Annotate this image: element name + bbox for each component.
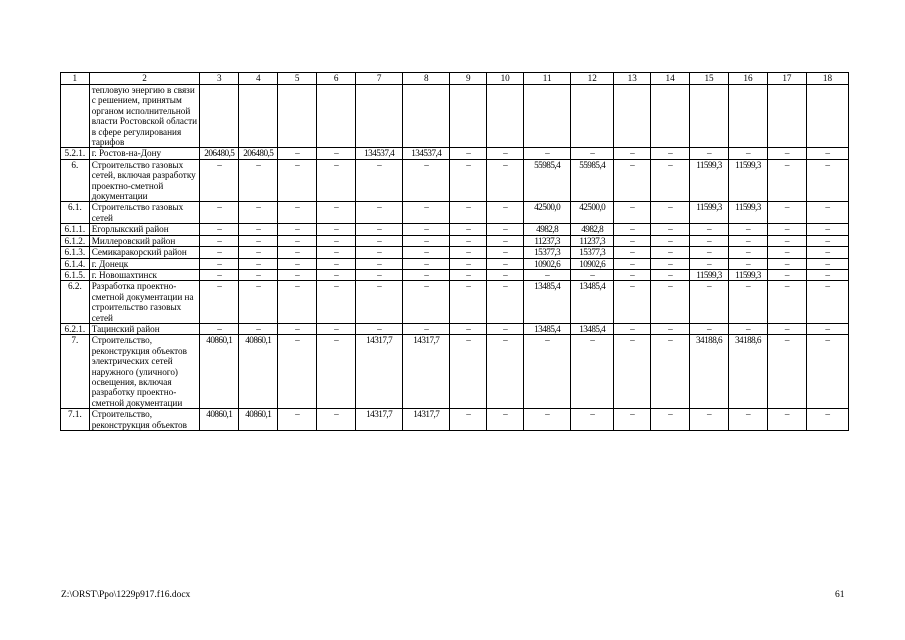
value-cell: 11237,3 [524,235,571,246]
value-cell [200,85,239,148]
value-cell [317,85,356,148]
table-row [61,148,849,159]
value-cell: – [278,323,317,334]
column-header: 7 [356,73,403,85]
value-cell: – [487,235,524,246]
column-header: 18 [806,73,848,85]
row-number: 6.1.2. [61,235,90,246]
value-cell: 55985,4 [524,159,571,202]
value-cell: – [524,148,571,159]
value-cell [729,85,768,148]
value-cell: 40860,1 [200,335,239,409]
value-cell: – [651,335,690,409]
value-cell: – [356,159,403,202]
value-cell: – [403,247,450,258]
value-cell: – [356,224,403,235]
value-cell: – [806,202,848,224]
value-cell: 11599,3 [690,269,729,280]
value-cell: – [651,409,690,431]
row-name: Строительство газовых сетей, включая разработку проектно-сметной документации [89,159,200,202]
table-row [61,323,849,334]
value-cell: 134537,4 [356,148,403,159]
value-cell: – [614,159,651,202]
value-cell: – [403,159,450,202]
value-cell: – [614,281,651,324]
value-cell: – [450,224,487,235]
value-cell: – [356,281,403,324]
column-header: 1 [61,73,90,85]
value-cell: – [403,281,450,324]
value-cell: – [571,269,614,280]
value-cell: – [239,235,278,246]
value-cell: – [729,323,768,334]
value-cell: – [806,258,848,269]
row-number: 7. [61,335,90,409]
value-cell: – [278,247,317,258]
value-cell: 15377,3 [571,247,614,258]
value-cell: – [571,409,614,431]
value-cell: 42500,0 [524,202,571,224]
value-cell: – [571,335,614,409]
value-cell: 11599,3 [690,159,729,202]
value-cell: 13485,4 [524,281,571,324]
value-cell: – [356,269,403,280]
value-cell: – [450,335,487,409]
value-cell: – [403,202,450,224]
column-header: 4 [239,73,278,85]
table-row [61,409,849,431]
value-cell [356,85,403,148]
value-cell: – [239,269,278,280]
row-number: 5.2.1. [61,148,90,159]
value-cell: – [317,247,356,258]
value-cell: 13485,4 [571,323,614,334]
value-cell: – [690,148,729,159]
value-cell: – [806,247,848,258]
column-header: 2 [89,73,200,85]
value-cell: 40860,1 [239,335,278,409]
value-cell: – [239,323,278,334]
value-cell: – [571,148,614,159]
row-name: Тацинский район [89,323,200,334]
value-cell: – [690,281,729,324]
value-cell: – [487,247,524,258]
table-row [61,269,849,280]
value-cell: – [278,202,317,224]
table-row [61,281,849,324]
page-number: 61 [835,590,845,600]
value-cell: – [450,323,487,334]
row-name: г. Донецк [89,258,200,269]
value-cell: – [806,224,848,235]
value-cell: – [317,281,356,324]
value-cell: 10902,6 [571,258,614,269]
row-number [61,85,90,148]
row-name: Строительство газовых сетей [89,202,200,224]
value-cell [571,85,614,148]
value-cell: – [767,281,806,324]
value-cell: – [729,281,768,324]
value-cell: – [200,323,239,334]
value-cell: – [524,269,571,280]
value-cell: – [278,258,317,269]
value-cell: – [614,202,651,224]
value-cell: 14317,7 [356,335,403,409]
value-cell: – [806,335,848,409]
value-cell: – [767,247,806,258]
value-cell: – [200,269,239,280]
value-cell: – [651,224,690,235]
value-cell: 40860,1 [200,409,239,431]
value-cell: – [690,258,729,269]
budget-table [60,72,849,431]
row-number: 6.1.4. [61,258,90,269]
value-cell [524,85,571,148]
value-cell: – [317,202,356,224]
value-cell: – [278,409,317,431]
value-cell: – [356,235,403,246]
column-header: 8 [403,73,450,85]
value-cell: – [450,235,487,246]
value-cell: – [806,148,848,159]
value-cell: – [403,224,450,235]
value-cell: – [487,409,524,431]
row-name: Разработка проектно-сметной документации на строительство газовых сетей [89,281,200,324]
table-row [61,159,849,202]
value-cell: – [651,202,690,224]
column-header: 5 [278,73,317,85]
value-cell: – [767,269,806,280]
value-cell: – [487,148,524,159]
value-cell: – [356,323,403,334]
value-cell: – [614,148,651,159]
value-cell: 4982,8 [571,224,614,235]
value-cell: – [450,148,487,159]
value-cell [487,85,524,148]
value-cell: – [690,409,729,431]
value-cell: 206480,5 [239,148,278,159]
value-cell: 42500,0 [571,202,614,224]
row-name: Егорлыкский район [89,224,200,235]
value-cell: – [729,235,768,246]
value-cell: 55985,4 [571,159,614,202]
value-cell: – [450,269,487,280]
value-cell: – [651,235,690,246]
value-cell [278,85,317,148]
value-cell: – [729,258,768,269]
value-cell: – [278,235,317,246]
value-cell: – [767,409,806,431]
row-number: 6.2.1. [61,323,90,334]
value-cell [651,85,690,148]
value-cell: – [200,258,239,269]
value-cell: – [487,258,524,269]
value-cell: 13485,4 [524,323,571,334]
value-cell: 11599,3 [729,202,768,224]
row-name: тепловую энергию в связи с решением, принятым органом исполнительной власти Ростовской области в сфере регулирования тарифов [89,85,200,148]
value-cell: – [767,159,806,202]
row-name: Строительство, реконструкция объектов электрических сетей наружного (уличного) освещения, включая разработку проектно-сметной документации [89,335,200,409]
value-cell: – [767,202,806,224]
value-cell [239,85,278,148]
value-cell: – [806,281,848,324]
column-header: 10 [487,73,524,85]
value-cell: – [806,269,848,280]
value-cell: – [690,323,729,334]
value-cell: 11599,3 [729,269,768,280]
value-cell: – [651,247,690,258]
value-cell: – [487,159,524,202]
value-cell: – [239,224,278,235]
table-row [61,258,849,269]
value-cell [403,85,450,148]
value-cell: 15377,3 [524,247,571,258]
value-cell: 14317,7 [403,409,450,431]
value-cell [690,85,729,148]
value-cell: – [767,235,806,246]
row-number: 7.1. [61,409,90,431]
value-cell: – [317,224,356,235]
header-row [61,73,849,85]
value-cell: – [200,235,239,246]
value-cell: – [651,148,690,159]
value-cell: – [450,247,487,258]
column-header: 11 [524,73,571,85]
value-cell: – [356,258,403,269]
row-number: 6.1.5. [61,269,90,280]
value-cell: – [239,258,278,269]
value-cell: – [200,281,239,324]
value-cell: – [806,159,848,202]
value-cell: – [317,235,356,246]
table-row [61,224,849,235]
value-cell: – [278,148,317,159]
value-cell: – [767,258,806,269]
row-number: 6.1.3. [61,247,90,258]
value-cell: – [806,323,848,334]
value-cell: 4982,8 [524,224,571,235]
value-cell: – [524,335,571,409]
value-cell: – [614,409,651,431]
value-cell: – [806,235,848,246]
value-cell: – [317,159,356,202]
value-cell: – [767,224,806,235]
value-cell: – [729,247,768,258]
value-cell [767,85,806,148]
row-name: Миллеровский район [89,235,200,246]
value-cell: 11237,3 [571,235,614,246]
table-row [61,202,849,224]
value-cell: – [690,247,729,258]
value-cell: – [487,335,524,409]
value-cell: – [487,224,524,235]
column-header: 16 [729,73,768,85]
value-cell: – [690,235,729,246]
value-cell: 14317,7 [403,335,450,409]
value-cell: – [239,159,278,202]
value-cell: – [729,224,768,235]
value-cell: – [614,335,651,409]
value-cell: – [450,258,487,269]
value-cell: – [614,224,651,235]
value-cell: 10902,6 [524,258,571,269]
value-cell [614,85,651,148]
value-cell: – [278,224,317,235]
value-cell: 11599,3 [690,202,729,224]
value-cell: – [767,323,806,334]
table-row [61,335,849,409]
value-cell: – [487,323,524,334]
value-cell: – [239,247,278,258]
value-cell [806,85,848,148]
value-cell: – [614,269,651,280]
value-cell: – [450,202,487,224]
table-row [61,85,849,148]
value-cell: – [614,258,651,269]
column-header: 3 [200,73,239,85]
row-name: г. Новошахтинск [89,269,200,280]
value-cell: 13485,4 [571,281,614,324]
value-cell: – [729,409,768,431]
value-cell: – [356,202,403,224]
value-cell: – [200,202,239,224]
value-cell: – [317,335,356,409]
row-name: Семикаракорский район [89,247,200,258]
value-cell: – [356,247,403,258]
value-cell [450,85,487,148]
value-cell: – [403,323,450,334]
value-cell: – [690,224,729,235]
table-row [61,247,849,258]
column-header: 13 [614,73,651,85]
row-name: Строительство, реконструкция объектов [89,409,200,431]
value-cell: – [806,409,848,431]
value-cell: – [317,148,356,159]
value-cell: 134537,4 [403,148,450,159]
row-number: 6.1. [61,202,90,224]
value-cell: – [524,409,571,431]
file-path: Z:\ORST\Ppo\1229p917.f16.docx [61,590,191,600]
value-cell: – [614,247,651,258]
value-cell: – [239,202,278,224]
row-number: 6.2. [61,281,90,324]
value-cell: – [729,148,768,159]
value-cell: – [278,159,317,202]
value-cell: – [767,148,806,159]
value-cell: – [278,281,317,324]
value-cell: – [614,323,651,334]
row-number: 6. [61,159,90,202]
value-cell: – [487,202,524,224]
value-cell: – [450,409,487,431]
value-cell: – [614,235,651,246]
value-cell: 11599,3 [729,159,768,202]
value-cell: – [317,323,356,334]
value-cell: 40860,1 [239,409,278,431]
value-cell: – [278,335,317,409]
value-cell: – [487,269,524,280]
value-cell: – [403,258,450,269]
value-cell: – [651,323,690,334]
value-cell: – [651,281,690,324]
value-cell: – [450,281,487,324]
value-cell: – [278,269,317,280]
value-cell: – [651,258,690,269]
column-header: 15 [690,73,729,85]
value-cell: 34188,6 [729,335,768,409]
column-header: 17 [767,73,806,85]
value-cell: 206480,5 [200,148,239,159]
value-cell: – [317,409,356,431]
value-cell: – [403,235,450,246]
value-cell: 34188,6 [690,335,729,409]
value-cell: – [317,269,356,280]
value-cell: – [651,159,690,202]
value-cell: – [317,258,356,269]
column-header: 14 [651,73,690,85]
value-cell: – [450,159,487,202]
value-cell: – [487,281,524,324]
table-row [61,235,849,246]
value-cell: – [651,269,690,280]
value-cell: – [200,247,239,258]
value-cell: – [200,224,239,235]
row-number: 6.1.1. [61,224,90,235]
row-name: г. Ростов-на-Дону [89,148,200,159]
value-cell: – [200,159,239,202]
value-cell: 14317,7 [356,409,403,431]
value-cell: – [239,281,278,324]
column-header: 9 [450,73,487,85]
value-cell: – [403,269,450,280]
column-header: 6 [317,73,356,85]
value-cell: – [767,335,806,409]
column-header: 12 [571,73,614,85]
